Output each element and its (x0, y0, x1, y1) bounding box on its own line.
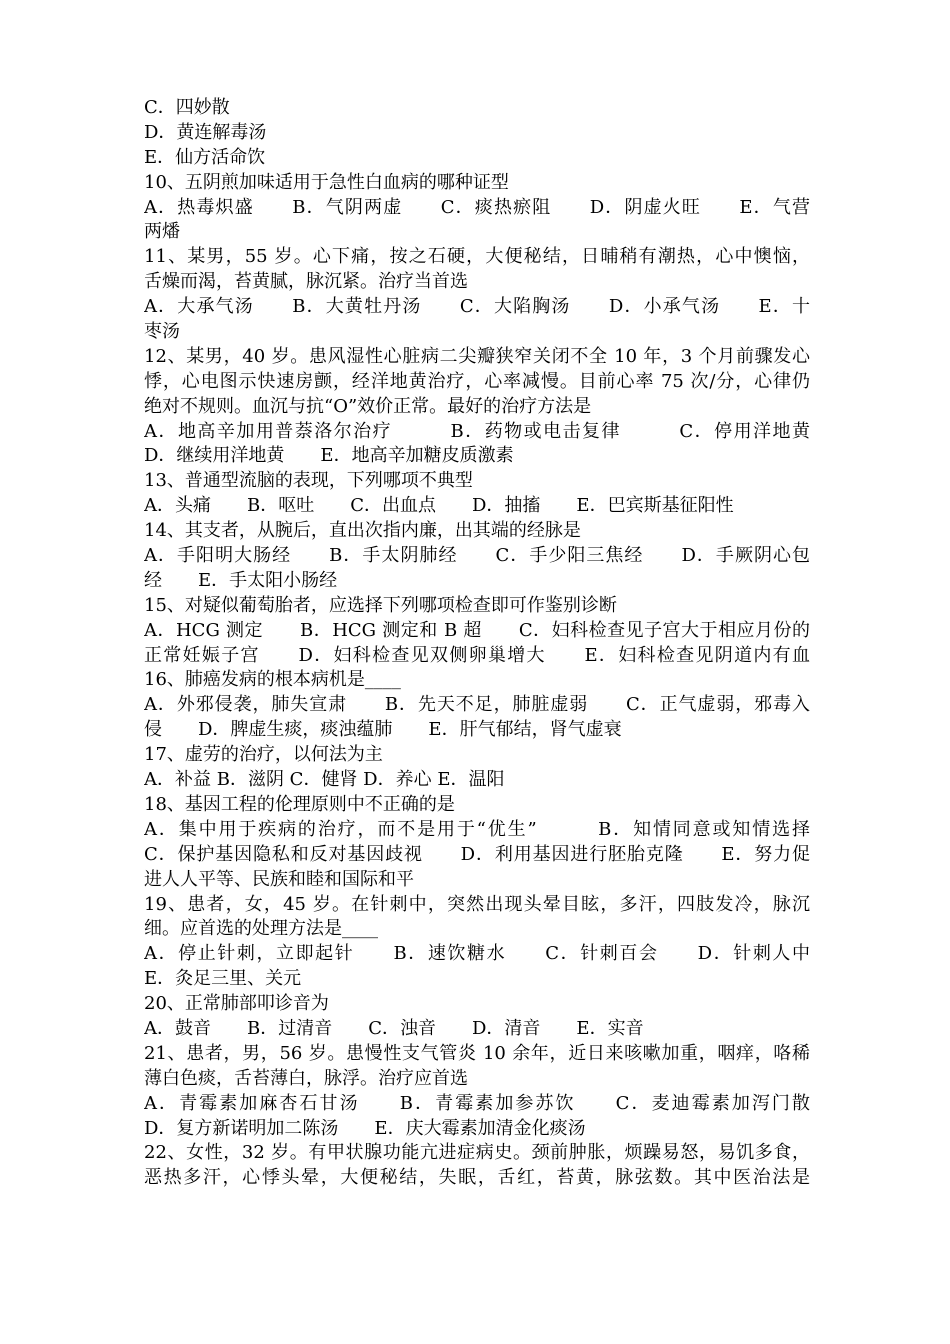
text-line: A．地高辛加用普萘洛尔治疗 B．药物或电击复律 C．停用洋地黄 (144, 420, 810, 442)
text-line: 舌燥而渴，苔黄腻，脉沉紧。治疗当首选 (144, 271, 468, 293)
text-line: 两燔 (144, 221, 180, 243)
text-line: A．HCG 测定 B．HCG 测定和 B 超 C．妇科检查见子宫大于相应月份的 (144, 619, 810, 641)
text-line: 正常妊娠子宫 D．妇科检查见双侧卵巢增大 E．妇科检查见阴道内有血 (144, 644, 810, 666)
text-line: C．四妙散 (144, 97, 230, 118)
text-line: E．仙方活命饮 (144, 146, 266, 168)
text-line: 经 E．手太阳小肠经 (144, 569, 338, 591)
text-line: 12、某男，40 岁。患风湿性心脏病二尖瓣狭窄关闭不全 10 年，3 个月前骤发心 (144, 345, 810, 367)
text-line: A．手阳明大肠经 B．手太阴肺经 C．手少阳三焦经 D．手厥阴心包 (144, 545, 810, 567)
text-line: 13、普通型流脑的表现，下列哪项不典型 (144, 470, 473, 492)
text-line: 15、对疑似葡萄胎者，应选择下列哪项检查即可作鉴别诊断 (144, 594, 617, 616)
text-line: A．头痛 B．呕吐 C．出血点 D．抽搐 E．巴宾斯基征阳性 (144, 495, 734, 517)
text-line: 细。应首选的处理方法是____ (144, 918, 378, 940)
text-line: D．黄连解毒汤 (144, 121, 267, 143)
text-line: A．停止针刺，立即起针 B．速饮糖水 C．针刺百会 D．针刺人中 (144, 943, 810, 965)
text-line: A．外邪侵袭，肺失宣肃 B．先天不足，肺脏虚弱 C．正气虚弱，邪毒入 (144, 694, 810, 716)
text-line: 10、五阴煎加味适用于急性白血病的哪种证型 (144, 171, 509, 193)
text-line: 18、基因工程的伦理原则中不正确的是 (144, 793, 455, 815)
text-line: 22、女性，32 岁。有甲状腺功能亢进症病史。颈前肿胀，烦躁易怒，易饥多食， (144, 1142, 810, 1164)
text-line: E．灸足三里、关元 (144, 968, 302, 990)
text-line: 薄白色痰，舌苔薄白，脉浮。治疗应首选 (144, 1067, 468, 1089)
text-line: 20、正常肺部叩诊音为 (144, 993, 329, 1015)
text-line: 枣汤 (144, 321, 180, 343)
text-line: D．复方新诺明加二陈汤 E．庆大霉素加清金化痰汤 (144, 1117, 586, 1139)
text-line: A．大承气汤 B．大黄牡丹汤 C．大陷胸汤 D．小承气汤 E．十 (144, 296, 810, 318)
text-line: D．继续用洋地黄 E．地高辛加糖皮质激素 (144, 445, 514, 467)
text-line: 进人人平等、民族和睦和国际和平 (144, 868, 414, 890)
text-line: 11、某男，55 岁。心下痛，按之石硬，大便秘结，日晡稍有潮热，心中懊恼， (144, 246, 810, 268)
text-line: C．保护基因隐私和反对基因歧视 D．利用基因进行胚胎克隆 E．努力促 (144, 843, 810, 865)
text-line: A．集中用于疾病的治疗，而不是用于“优生” B．知情同意或知情选择 (144, 818, 810, 840)
text-line: 14、其支者，从腕后，直出次指内廉，出其端的经脉是 (144, 520, 581, 542)
text-line: A．鼓音 B．过清音 C．浊音 D．清音 E．实音 (144, 1017, 644, 1039)
text-line: 侵 D．脾虚生痰，痰浊蕴肺 E．肝气郁结，肾气虚衰 (144, 719, 622, 741)
text-line: 19、患者，女，45 岁。在针刺中，突然出现头晕目眩，多汗，四肢发冷，脉沉 (144, 893, 810, 915)
text-line: A．青霉素加麻杏石甘汤 B．青霉素加参苏饮 C．麦迪霉素加泻门散 (144, 1092, 810, 1114)
text-line: 绝对不规则。血沉与抗“O”效价正常。最好的治疗方法是 (144, 395, 592, 417)
text-line: A．补益 B．滋阴 C．健肾 D．养心 E．温阳 (144, 769, 505, 791)
text-line: 21、患者，男，56 岁。患慢性支气管炎 10 余年，近日来咳嗽加重，咽痒，咯稀 (144, 1042, 810, 1064)
text-line: 16、肺癌发病的根本病机是____ (144, 669, 401, 691)
text-line: 悸，心电图示快速房颤，经洋地黄治疗，心率减慢。目前心率 75 次/分，心律仍 (144, 370, 810, 392)
text-line: 恶热多汗，心悸头晕，大便秘结，失眠，舌红，苔黄，脉弦数。其中医治法是 (144, 1167, 810, 1189)
text-line: A．热毒炽盛 B．气阴两虚 C．痰热瘀阻 D．阴虚火旺 E．气营 (144, 196, 810, 218)
text-line: 17、虚劳的治疗，以何法为主 (144, 744, 383, 766)
document-page (144, 96, 810, 1191)
